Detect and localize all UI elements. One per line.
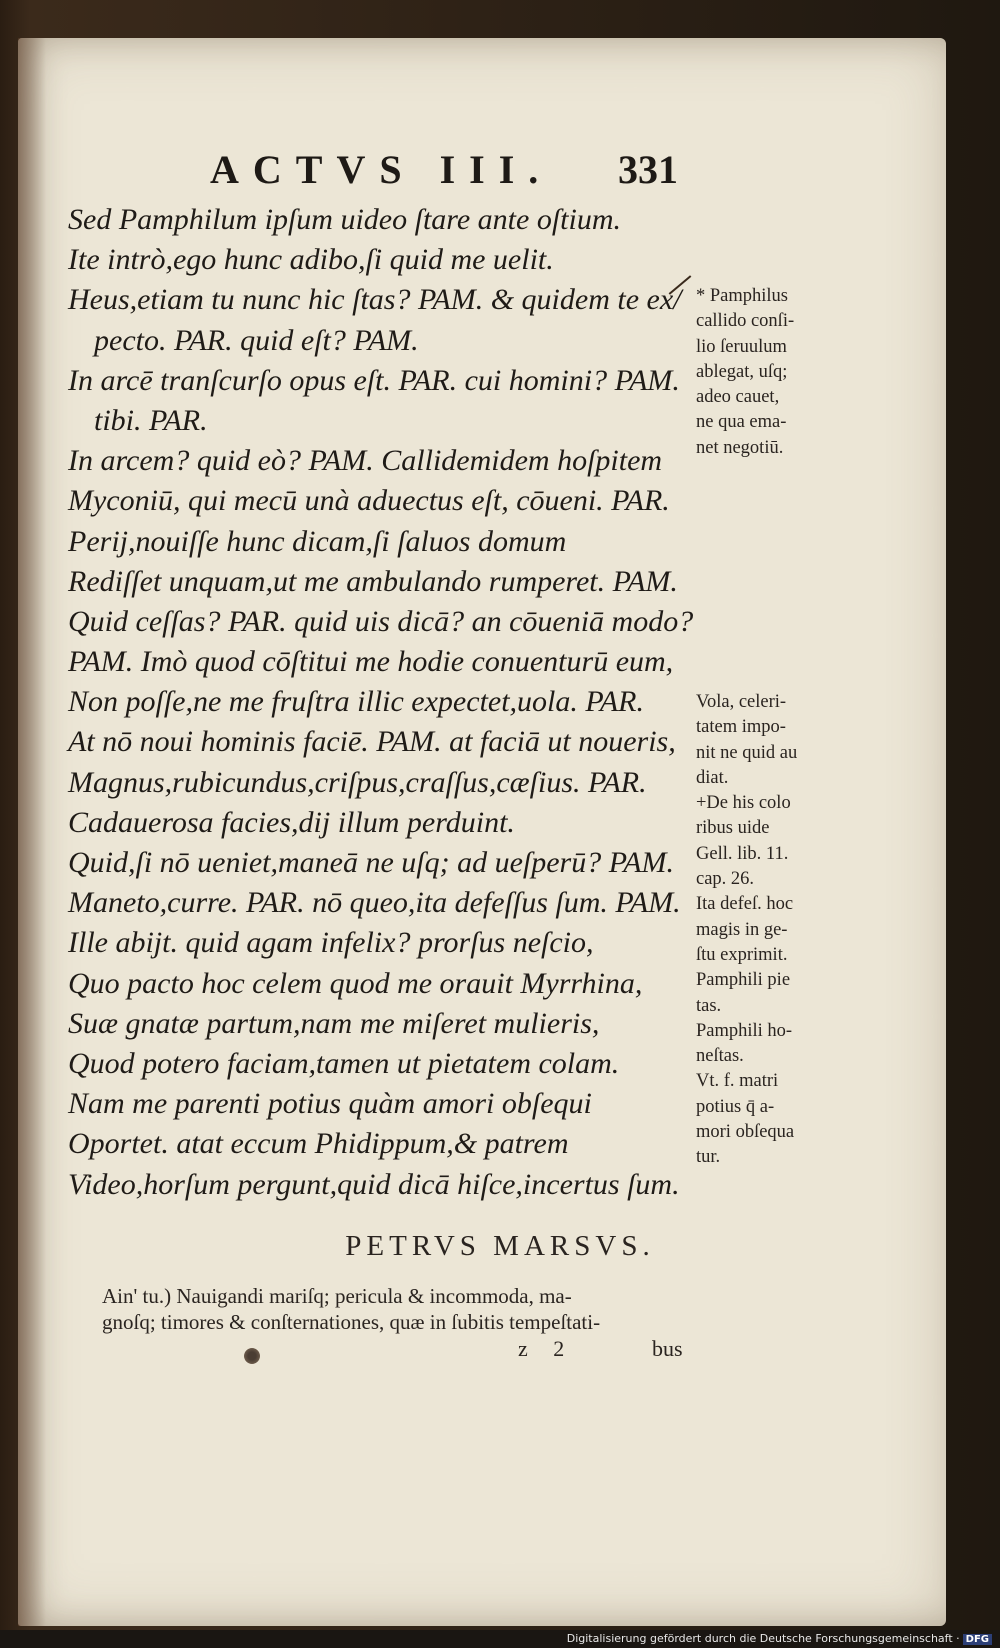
verse-line-13: Non poſſe,ne me fruſtra illic expectet,uola. PAR. (68, 685, 644, 719)
dfg-logo: DFG (963, 1634, 992, 1645)
commentary-block (102, 1283, 742, 1335)
verse-line-8: Myconiū, qui mecū unà aduectus eſt, cōueni. PAR. (68, 484, 670, 518)
verse-line-18: Maneto,curre. PAR. nō queo,ita defeſſus ſum. PAM. (68, 886, 681, 920)
margin-note-line: tatem impo- (696, 717, 786, 738)
commentary-heading-text: PETRVS MARSVS. (345, 1230, 655, 1262)
margin-note-line: net negotiū. (696, 437, 784, 458)
book-page (18, 38, 946, 1626)
verse-line-16: Cadauerosa facies,dij illum perduint. (68, 805, 515, 839)
margin-note-line: Gell. lib. 11. (696, 843, 789, 864)
ink-blot-ornament (244, 1348, 260, 1364)
margin-note-line: tur. (696, 1147, 721, 1168)
running-title: ACTVS III. (210, 147, 553, 192)
margin-note-line: tas. (696, 995, 722, 1016)
verse-line-6: tibi. PAR. (94, 403, 208, 437)
margin-note-line: * Pamphilus (696, 286, 788, 306)
margin-note-line: ribus uide (696, 818, 770, 839)
margin-note-line: lio ſeruulum (696, 336, 787, 357)
digitization-credit (567, 1632, 992, 1645)
commentary-line-2: gnoſq; timores & conſternationes, quæ in ſubitis tempeſtati- (102, 1310, 601, 1334)
verse-line-9: Perij,nouiſſe hunc dicam,ſi ſaluos domum (68, 524, 567, 558)
signature-mark: z 2 (518, 1336, 575, 1361)
verse-line-21: Suæ gnatæ partum,nam me miſeret mulieris, (68, 1006, 600, 1040)
margin-note-line: mori obſequa (696, 1122, 795, 1143)
margin-note-line: Ita defeſ. hoc (696, 894, 794, 915)
page-gutter-shadow (18, 38, 46, 1626)
verse-line-10: Rediſſet unquam,ut me ambulando rumperet. PAM. (68, 564, 678, 598)
verse-line-2: Ite intrò,ego hunc adibo,ſi quid me uelit. (68, 243, 554, 277)
margin-notes-lower (696, 690, 856, 1171)
verse-line-5: In arcē tranſcurſo opus eſt. PAR. cui homini? PAM. (68, 363, 680, 397)
verse-line-15: Magnus,rubicundus,criſpus,craſſus,cæſius. PAR. (68, 765, 647, 799)
margin-note-line: ablegat, uſq; (696, 361, 788, 382)
verse-line-19: Ille abijt. quid agam infelix? prorſus neſcio, (68, 926, 594, 960)
verse-text-block (68, 200, 708, 1205)
margin-note-line: +De his colo (696, 793, 791, 814)
verse-line-17: Quid,ſi nō ueniet,maneā ne uſq; ad ueſperū? PAM. (68, 846, 675, 879)
credit-text: Digitalisierung gefördert durch die Deutsche Forschungsgemeinschaft · (566, 1632, 960, 1645)
verse-line-25: Video,horſum pergunt,quid dicā hiſce,incertus ſum. (68, 1167, 680, 1201)
verse-line-3: Heus,etiam tu nunc hic ſtas? PAM. & quidem te ex/ (68, 283, 682, 317)
verse-line-4: pecto. PAR. quid eſt? PAM. (94, 323, 419, 357)
verse-line-23: Nam me parenti potius quàm amori obſequi (68, 1087, 592, 1121)
margin-note-line: Pamphili ho- (696, 1020, 793, 1041)
margin-note-line: magis in ge- (696, 919, 788, 940)
verse-line-24: Oportet. atat eccum Phidippum,& patrem (68, 1127, 569, 1161)
verse-line-14: At nō noui hominis faciē. PAM. at faciā ut noueris, (68, 725, 676, 759)
margin-note-line: Vt. f. matri (696, 1071, 779, 1092)
page-number: 331 (618, 147, 678, 192)
margin-note-line: adeo cauet, (696, 387, 780, 408)
margin-note-line: potius q̄ a- (696, 1096, 775, 1117)
margin-note-line: Pamphili pie (696, 970, 791, 991)
margin-note-line: Vola, celeri- (696, 692, 787, 712)
verse-line-20: Quo pacto hoc celem quod me orauit Myrrhina, (68, 966, 643, 1000)
margin-note-line: nit ne quid au (696, 742, 798, 763)
verse-line-1: Sed Pamphilum ipſum uideo ſtare ante oſtium. (68, 203, 621, 236)
margin-note-line: neſtas. (696, 1046, 744, 1067)
catchword: bus (652, 1336, 683, 1361)
verse-line-7: In arcem? quid eò? PAM. Callidemidem hoſpitem (68, 444, 663, 478)
margin-notes-upper (696, 284, 856, 461)
commentary-heading (18, 1230, 964, 1263)
running-head (18, 146, 946, 196)
verse-line-12: PAM. Imò quod cōſtitui me hodie conuenturū eum, (68, 645, 674, 679)
margin-note-line: cap. 26. (696, 869, 755, 890)
verse-line-22: Quod potero faciam,tamen ut pietatem colam. (68, 1046, 620, 1080)
margin-note-line: ne qua ema- (696, 412, 787, 433)
margin-note-line: ſtu exprimit. (696, 944, 788, 965)
margin-note-line: diat. (696, 767, 729, 788)
margin-note-line: callido conſi- (696, 311, 795, 332)
commentary-line-1: Ain' tu.) Nauigandi mariſq; pericula & incommoda, ma- (102, 1284, 572, 1308)
verse-line-11: Quid ceſſas? PAR. quid uis dicā? an cōueniā modo? (68, 604, 694, 638)
